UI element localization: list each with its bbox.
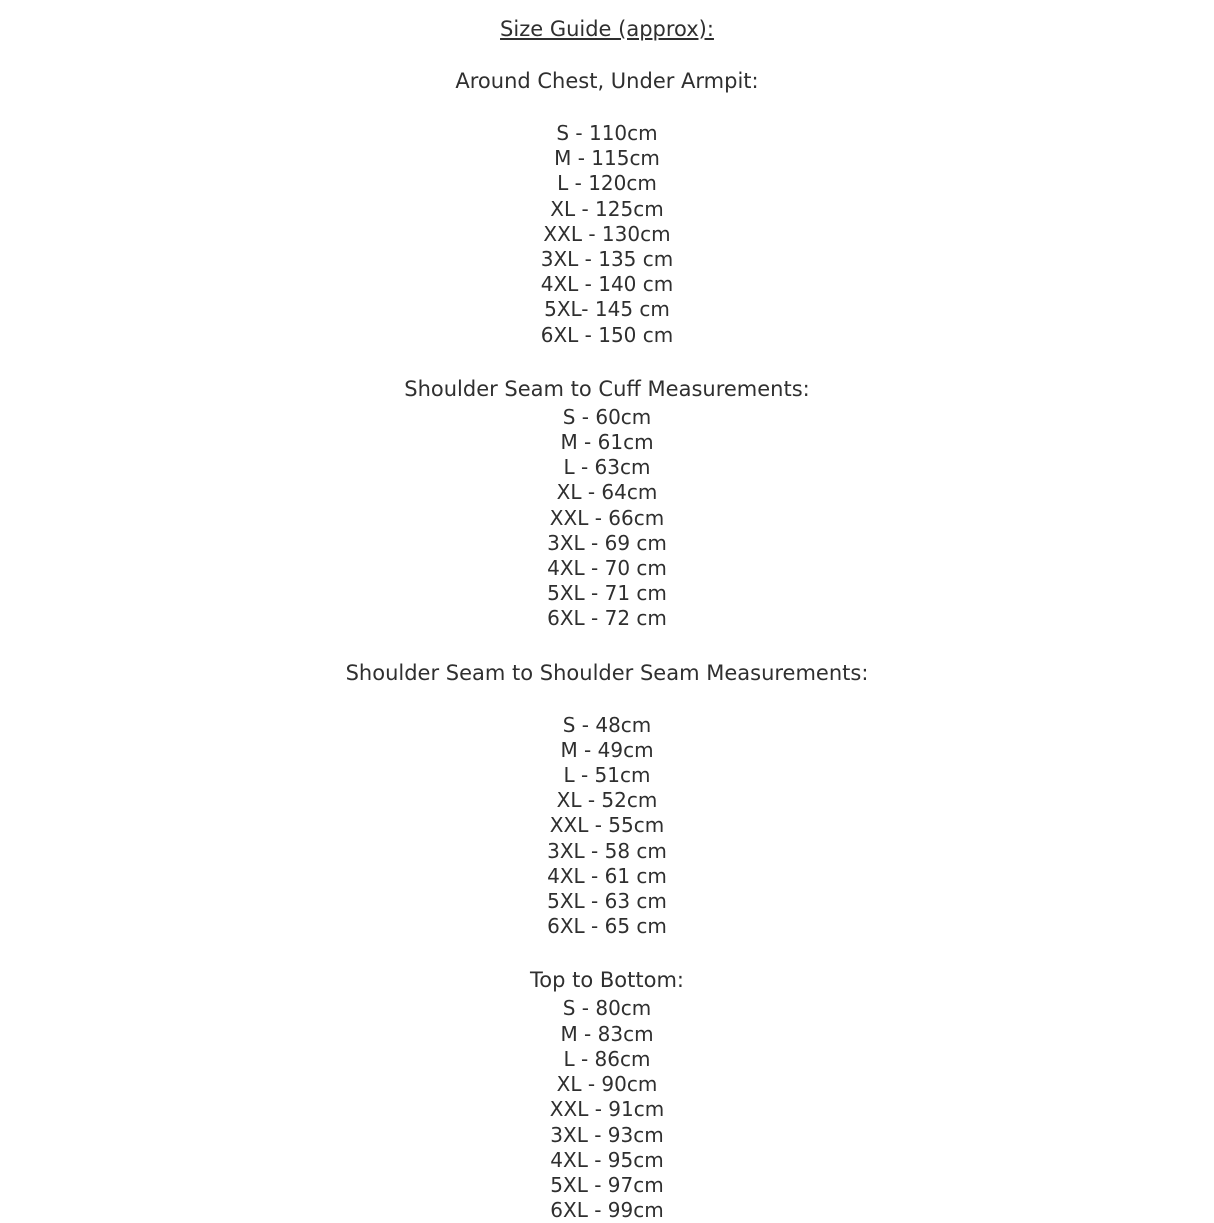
list-item: 3XL - 58 cm [547, 838, 667, 863]
measurement-list [0, 121, 1214, 348]
list-item: L - 86cm [563, 1046, 651, 1071]
measurement-list [0, 713, 1214, 940]
list-item: S - 60cm [562, 404, 652, 429]
list-item: 5XL- 145 cm [544, 297, 670, 322]
list-item: 5XL - 63 cm [547, 889, 667, 914]
list-item: XXL - 91cm [549, 1097, 665, 1122]
list-item: XXL - 130cm [543, 221, 671, 246]
list-item: 6XL - 99cm [550, 1198, 664, 1223]
list-item: S - 110cm [556, 121, 658, 145]
list-item: XL - 90cm [556, 1072, 658, 1097]
list-item: 4XL - 95cm [550, 1147, 664, 1172]
list-item: 5XL - 97cm [550, 1172, 664, 1197]
list-item: XXL - 66cm [549, 505, 665, 530]
list-item: M - 61cm [560, 430, 654, 455]
list-item: 6XL - 65 cm [547, 914, 667, 939]
list-item: 5XL - 71 cm [547, 581, 667, 606]
section-top-to-bottom [0, 965, 1214, 1223]
list-item: L - 120cm [557, 171, 657, 196]
section-heading: Around Chest, Under Armpit: [455, 69, 759, 93]
section-heading: Shoulder Seam to Shoulder Seam Measurements: [345, 660, 869, 685]
page-title: Size Guide (approx): [500, 17, 714, 41]
list-item: M - 49cm [560, 737, 654, 762]
list-item: S - 48cm [562, 712, 652, 737]
list-item: 4XL - 140 cm [540, 272, 674, 297]
list-item: L - 51cm [563, 763, 651, 788]
list-item: L - 63cm [563, 455, 651, 480]
list-item: 4XL - 61 cm [547, 863, 667, 888]
list-item: XL - 64cm [556, 480, 658, 505]
spacer [0, 939, 1214, 965]
section-chest [0, 66, 1214, 348]
section-heading: Shoulder Seam to Cuff Measurements: [404, 376, 810, 401]
list-item: 4XL - 70 cm [547, 556, 667, 581]
spacer [0, 689, 1214, 713]
section-shoulder-to-cuff [0, 374, 1214, 632]
list-item: XL - 52cm [556, 788, 658, 813]
list-item: S - 80cm [562, 996, 652, 1021]
list-item: M - 83cm [560, 1021, 654, 1046]
list-item: XL - 125cm [550, 196, 664, 221]
spacer [0, 348, 1214, 374]
spacer [0, 97, 1214, 121]
list-item: XXL - 55cm [549, 813, 665, 838]
list-item: 6XL - 72 cm [547, 606, 667, 631]
spacer [0, 632, 1214, 658]
measurement-list [0, 996, 1214, 1223]
section-shoulder-to-shoulder [0, 658, 1214, 940]
list-item: 3XL - 135 cm [540, 247, 674, 272]
list-item: M - 115cm [554, 146, 660, 171]
list-item: 3XL - 69 cm [547, 530, 667, 555]
list-item: 6XL - 150 cm [540, 322, 674, 347]
section-heading: Top to Bottom: [530, 968, 684, 993]
measurement-list [0, 405, 1214, 632]
list-item: 3XL - 93cm [550, 1122, 664, 1147]
